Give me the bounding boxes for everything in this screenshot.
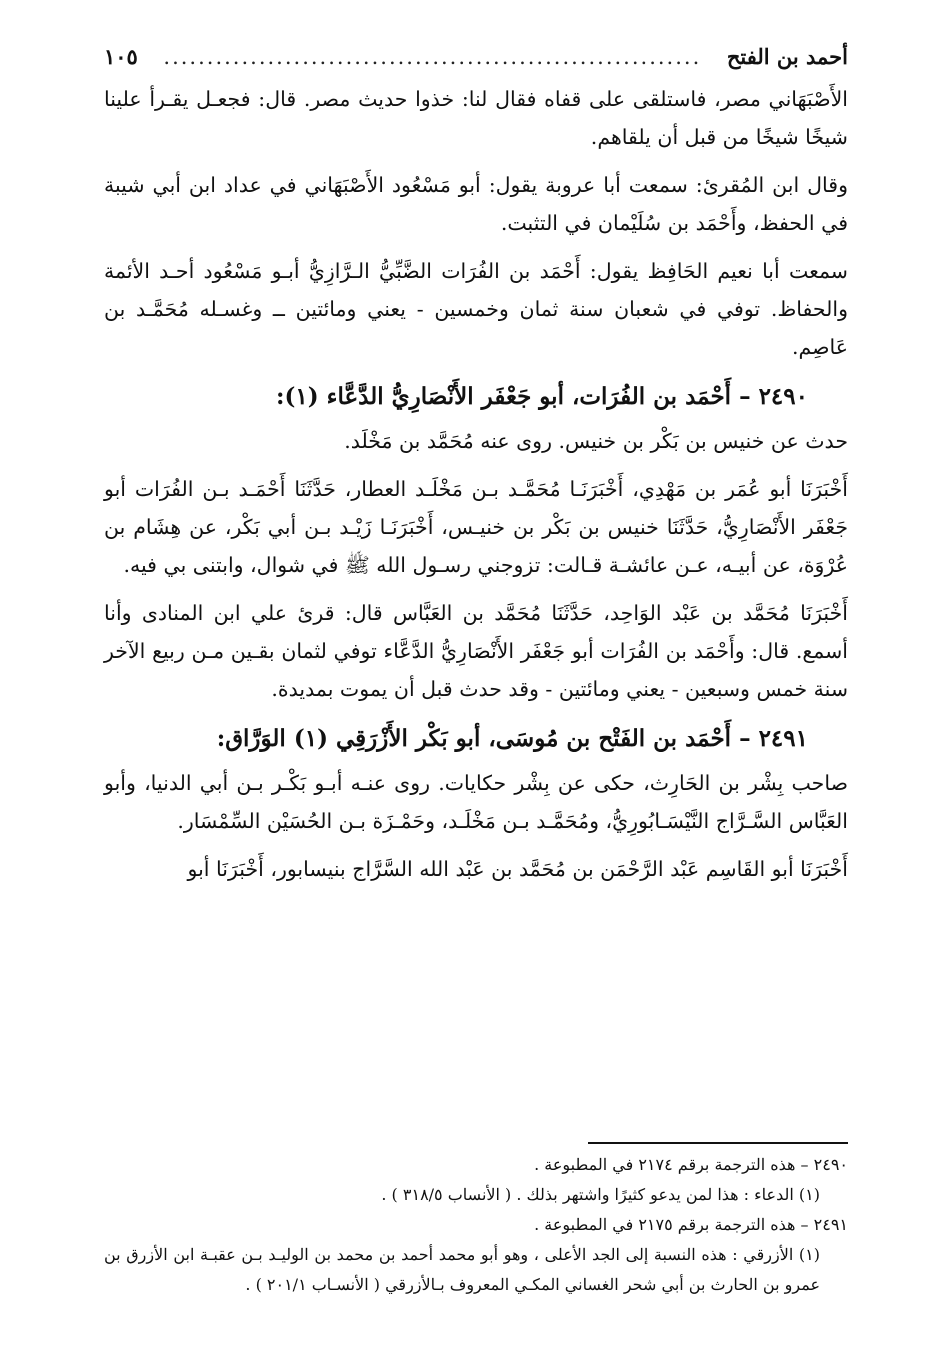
paragraph: سمعت أبا نعيم الحَافِظ يقول: أَحْمَد بن الفُرَات الضَّبِّيُّ الـرَّازِيُّ أبـو مَسْعُود أحـد الأئمة والحفاظ. توفي في شعبان سنة ثمان وخمسين - يعني ومائتين ــ وغسـله مُحَمَّـد بن عَاصِم. [104, 259, 848, 359]
entry-heading-2491: ٢٤٩١ – أَحْمَد بن الفَتْح بن مُوسَى، أبو بَكْر الأَزْرَقِي (١) الوَرَّاق: [216, 725, 808, 752]
footnotes [104, 1150, 848, 1300]
paragraph: الأَصْبَهَاني مصر، فاستلقى على قفاه فقال لنا: خذوا حديث مصر. قال: فجعـل يقـرأ علينا شيخًا شيخًا من قبل أن يلقاهم. [104, 87, 848, 149]
running-title: أحمد بن الفتح [726, 44, 848, 69]
paragraph: وقال ابن المُقرئ: سمعت أبا عروبة يقول: أبو مَسْعُود الأَصْبَهَاني في عداد ابن أبي شيبة في الحفظ، وأَحْمَد بن سُلَيْمان في التثبت. [104, 173, 848, 235]
running-header [104, 40, 848, 74]
paragraph: أَخْبَرَنَا أبو القَاسِم عَبْد الرَّحْمَن بن مُحَمَّد بن عَبْد الله السَّرَّاج بنيسابور، أَخْبَرَنَا أبو [187, 857, 848, 881]
footnote: (١) الدعاء : هذا لمن يدعو كثيرًا واشتهر بذلك . ( الأنساب ٣١٨/٥ ) . [381, 1185, 820, 1204]
paragraph: حدث عن خنيس بن بَكْر بن خنيس. روى عنه مُحَمَّد بن مَخْلَد. [344, 429, 848, 453]
footnote: ٢٤٩٠ – هذه الترجمة برقم ٢١٧٤ في المطبوعة . [534, 1155, 848, 1174]
paragraph: صاحب بِشْر بن الحَارِث، حكى عن بِشْر حكايات. روى عنـه أبـو بَكْـر بـن أبي الدنيا، وأبو العَبَّاس السَّـرَّاج النَّيْسَـابُورِيُّ، ومُحَمَّـد بـن مَخْلَـد، وحَمْـزَة بـن الحُسَيْن السِّمْسَار. [104, 771, 848, 833]
leader-dots: .............................................................. [163, 45, 702, 69]
paragraph: أَخْبَرَنَا مُحَمَّد بن عَبْد الوَاحِد، حَدَّثَنَا مُحَمَّد بن العَبَّاس قال: قرئ علي ابن المنادى وأنا أسمع. قال: وأَحْمَد بن الفُرَات أبو جَعْفَر الأَنْصَارِيُّ الدَّعَّاء توفي لثمان بقـين مـن ربيع الآخر سنة خمس وسبعين - يعني ومائتين - وقد حدث قبل أن يموت بمديدة. [104, 601, 848, 701]
paragraph: أَخْبَرَنَا أبو عُمَر بن مَهْدِي، أَخْبَرَنَـا مُحَمَّـد بـن مَخْلَـد العطار، حَدَّثَنَا أَحْمَـد بـن الفُرَات أبو جَعْفَر الأَنْصَارِيُّ، حَدَّثَنَا خنيس بن بَكْر بن خنيـس، أَخْبَرَنَـا زَيْـد بـن أبي بَكْر، عن هِشَام بن عُرْوَة، عن أبيـه، عـن عائشـة قـالت: تزوجني رسـول الله ﷺ في شوال، وابتنى بي فيه. [104, 477, 848, 577]
page-number: ١٠٥ [104, 44, 138, 69]
footnote: ٢٤٩١ – هذه الترجمة برقم ٢١٧٥ في المطبوعة . [534, 1215, 848, 1234]
book-page [104, 40, 848, 898]
footnote: (١) الأزرقي : هذه النسبة إلى الجد الأعلى ، وهو أبو محمد أحمد بن محمد بن الوليـد بـن عقبـة ابن الأزرق بن عمرو بن الحارث بن أبي شحر الغساني المكـي المعروف بـالأزرقي ( الأنسـاب ٢٠١/١ ) . [104, 1245, 820, 1294]
entry-heading-2490: ٢٤٩٠ – أَحْمَد بن الفُرَات، أبو جَعْفَر الأَنْصَارِيُّ الدَّعَّاء (١): [276, 383, 808, 410]
footnote-rule [588, 1142, 848, 1144]
